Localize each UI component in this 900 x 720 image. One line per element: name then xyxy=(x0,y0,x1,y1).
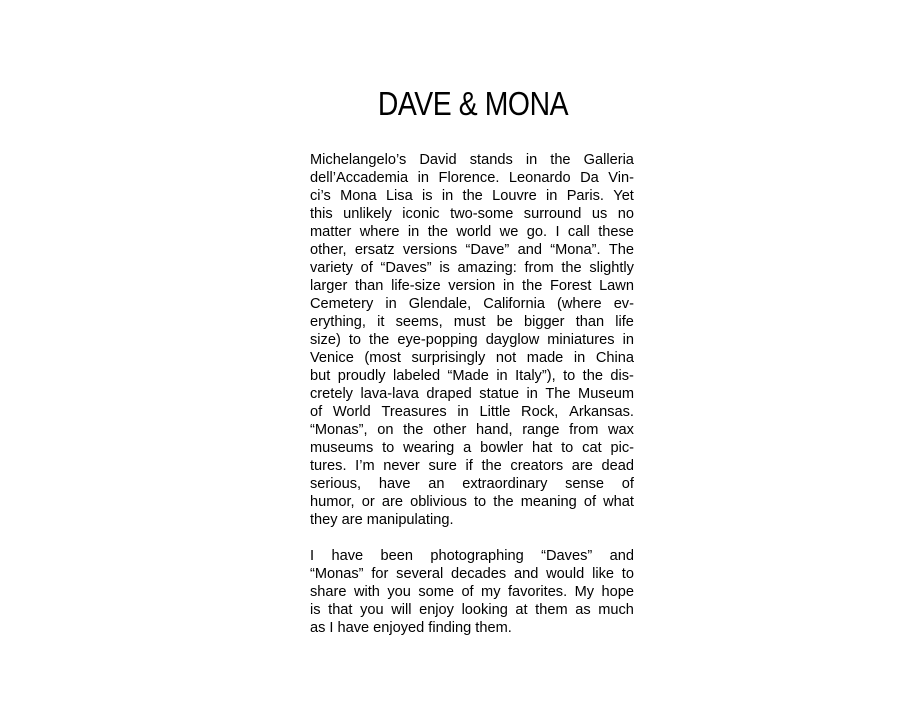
text-line: Venice (most surprisingly not made in China xyxy=(310,350,634,366)
text-line: serious, have an extraordinary sense of xyxy=(310,476,634,492)
text-line: size) to the eye-popping dayglow miniatures in xyxy=(310,332,634,348)
text-line: of World Treasures in Little Rock, Arkansas. xyxy=(310,404,634,420)
text-line: “Monas”, on the other hand, range from wax xyxy=(310,422,634,438)
text-line: larger than life-size version in the Forest Lawn xyxy=(310,278,634,294)
text-line: as I have enjoyed finding them. xyxy=(310,620,512,636)
paragraph-gap xyxy=(310,529,634,547)
paragraph xyxy=(310,547,634,637)
text-line: they are manipulating. xyxy=(310,512,454,528)
text-line: “Monas” for several decades and would like to xyxy=(310,566,634,582)
page-title: DAVE & MONA xyxy=(377,85,569,122)
text-line: ci’s Mona Lisa is in the Louvre in Paris. Yet xyxy=(310,188,634,204)
text-line: Michelangelo’s David stands in the Galleria xyxy=(310,152,634,168)
text-line: matter where in the world we go. I call these xyxy=(310,224,634,240)
text-line: share with you some of my favorites. My hope xyxy=(310,584,634,600)
text-line: other, ersatz versions “Dave” and “Mona”. The xyxy=(310,242,634,258)
text-line: I have been photographing “Daves” and xyxy=(310,548,634,564)
paragraph xyxy=(310,151,634,529)
body-text xyxy=(310,151,634,637)
text-line: humor, or are oblivious to the meaning of what xyxy=(310,494,634,510)
text-line: variety of “Daves” is amazing: from the slightly xyxy=(310,260,634,276)
text-line: but proudly labeled “Made in Italy”), to the dis- xyxy=(310,368,634,384)
text-line: this unlikely iconic two-some surround us no xyxy=(310,206,634,222)
text-line: tures. I’m never sure if the creators are dead xyxy=(310,458,634,474)
text-line: erything, it seems, must be bigger than life xyxy=(310,314,634,330)
text-line: is that you will enjoy looking at them as much xyxy=(310,602,634,618)
text-line: museums to wearing a bowler hat to cat pic- xyxy=(310,440,634,456)
text-line: Cemetery in Glendale, California (where ev- xyxy=(310,296,634,312)
text-line: cretely lava-lava draped statue in The Museum xyxy=(310,386,634,402)
text-line: dell’Accademia in Florence. Leonardo Da Vin- xyxy=(310,170,634,186)
